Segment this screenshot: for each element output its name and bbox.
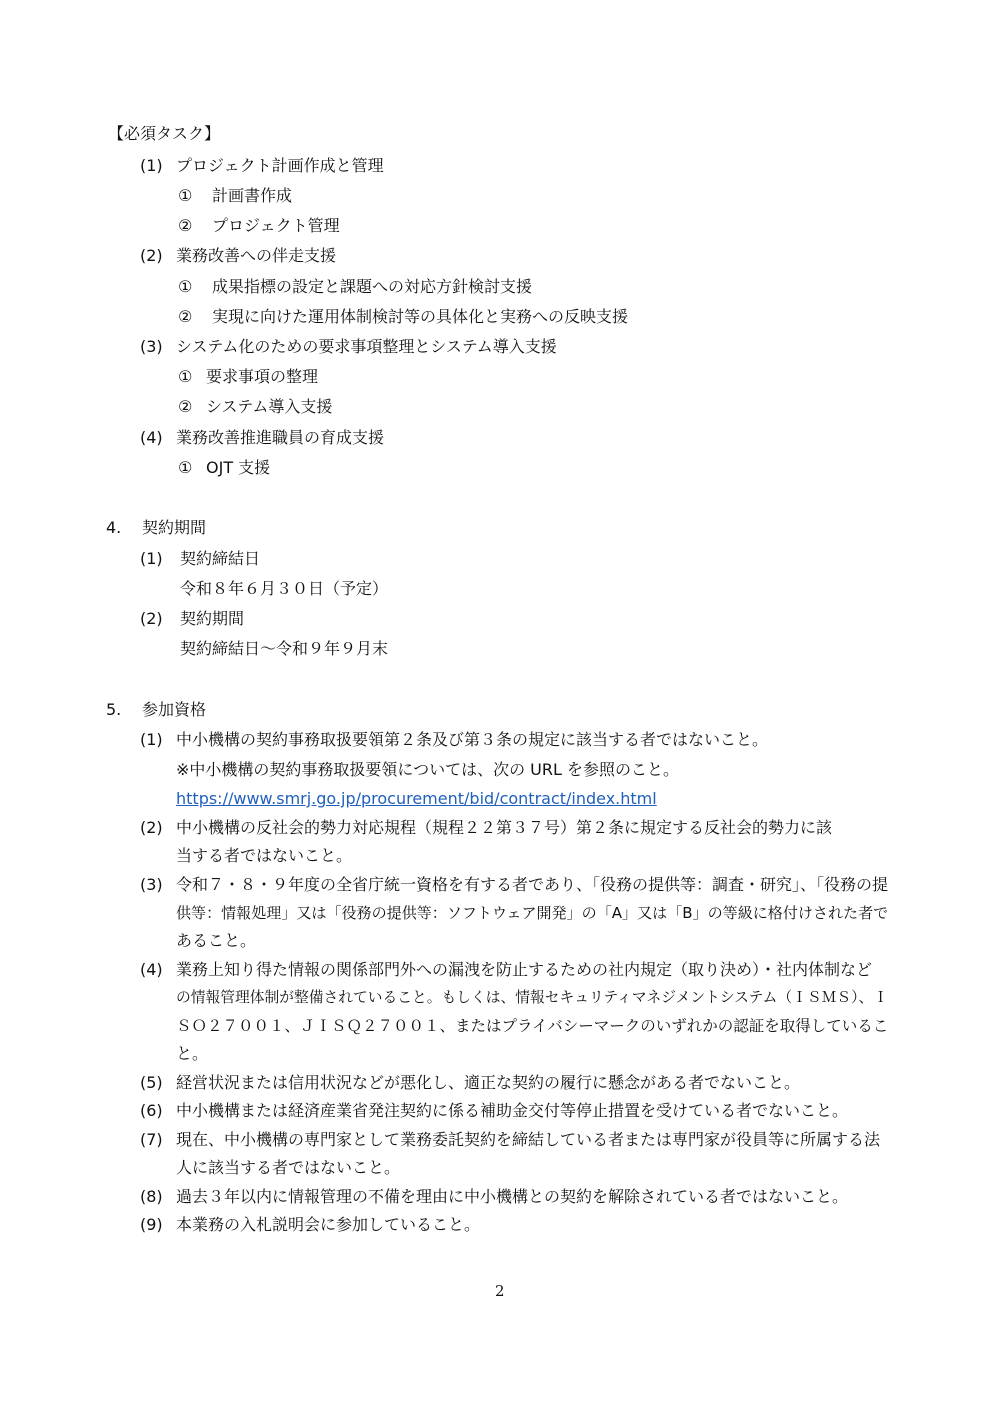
task-1-number: (1)	[140, 156, 163, 175]
qual-2-line-1: 中小機構の反社会的勢力対応規程（規程２２第３７号）第２条に規定する反社会的勢力に該	[176, 818, 833, 837]
term-2-number: (2)	[140, 609, 163, 628]
page-number: 2	[495, 1282, 505, 1300]
task-2-2-number: ②	[178, 307, 193, 326]
qual-2-line-2: 当する者ではないこと。	[176, 846, 353, 865]
qual-4-line-2: の情報管理体制が整備されていること。もしくは、情報セキュリティマネジメントシステム（ＩＳＭＳ）、Ｉ	[176, 989, 888, 1006]
task-1-2-text: プロジェクト管理	[212, 216, 340, 235]
qual-6-line-1: 中小機構または経済産業省発注契約に係る補助金交付等停止措置を受けている者でないこと。	[176, 1101, 849, 1120]
term-2-detail: 契約締結日～令和９年９月末	[180, 639, 389, 658]
task-2-2-text: 実現に向けた運用体制検討等の具体化と実務への反映支援	[212, 307, 629, 326]
tasks-heading: 【必須タスク】	[108, 124, 221, 143]
qual-7-number: (7)	[140, 1130, 163, 1149]
qual-4-number: (4)	[140, 960, 163, 979]
task-4-1-text: OJT 支援	[206, 458, 271, 477]
qual-2-number: (2)	[140, 818, 163, 837]
task-4-text: 業務改善推進職員の育成支援	[176, 428, 385, 447]
section-4-title: 契約期間	[142, 518, 207, 537]
qual-9-number: (9)	[140, 1215, 163, 1234]
qual-6-number: (6)	[140, 1101, 163, 1120]
term-1-detail: 令和８年６月３０日（予定）	[180, 579, 389, 598]
qual-9-line-1: 本業務の入札説明会に参加していること。	[176, 1215, 481, 1234]
qual-5-line-1: 経営状況または信用状況などが悪化し、適正な契約の履行に懸念がある者でないこと。	[176, 1073, 801, 1092]
qual-1-number: (1)	[140, 730, 163, 749]
qual-4-line-4: と。	[176, 1044, 209, 1063]
term-1-number: (1)	[140, 549, 163, 568]
task-3-1-text: 要求事項の整理	[206, 367, 319, 386]
qual-3-line-2: 供等：情報処理」又は「役務の提供等：ソフトウェア開発」の「A」又は「B」の等級に格付けされた者で	[176, 904, 889, 922]
qual-3-number: (3)	[140, 875, 163, 894]
task-3-1-number: ①	[178, 367, 193, 386]
task-2-1-text: 成果指標の設定と課題への対応方針検討支援	[212, 277, 533, 296]
task-3-number: (3)	[140, 337, 163, 356]
task-3-text: システム化のための要求事項整理とシステム導入支援	[176, 337, 557, 356]
contract-rules-link[interactable]: https://www.smrj.go.jp/procurement/bid/contract/index.html	[176, 789, 657, 808]
qual-4-line-3: ＳＯ２７００１、ＪＩＳＱ２７００１、またはプライバシーマークのいずれかの認証を取得しているこ	[176, 1017, 889, 1035]
qual-3-line-3: あること。	[176, 931, 257, 950]
task-1-text: プロジェクト計画作成と管理	[176, 156, 384, 175]
term-2-text: 契約期間	[180, 609, 245, 628]
task-2-1-number: ①	[178, 277, 193, 296]
qual-5-number: (5)	[140, 1073, 163, 1092]
qual-7-line-1: 現在、中小機構の専門家として業務委託契約を締結している者または専門家が役員等に所属する法	[176, 1130, 881, 1149]
section-5-number: 5.	[106, 700, 122, 719]
section-5-title: 参加資格	[142, 700, 207, 719]
task-4-number: (4)	[140, 428, 163, 447]
task-3-2-text: システム導入支援	[206, 397, 333, 416]
task-2-number: (2)	[140, 246, 163, 265]
qual-1-line-2: ※中小機構の契約事務取扱要領については、次の URL を参照のこと。	[176, 760, 680, 779]
task-1-2-number: ②	[178, 216, 193, 235]
task-1-1-number: ①	[178, 186, 193, 205]
qual-4-line-1: 業務上知り得た情報の関係部門外への漏洩を防止するための社内規定（取り決め）・社内体制など	[176, 960, 873, 979]
qual-8-line-1: 過去３年以内に情報管理の不備を理由に中小機構との契約を解除されている者ではないこと。	[176, 1187, 849, 1206]
task-1-1-text: 計画書作成	[212, 186, 293, 205]
section-4-number: 4.	[106, 518, 122, 537]
term-1-text: 契約締結日	[180, 549, 261, 568]
qual-1-line-1: 中小機構の契約事務取扱要領第２条及び第３条の規定に該当する者ではないこと。	[176, 730, 769, 749]
qual-7-line-2: 人に該当する者ではないこと。	[176, 1158, 401, 1177]
qual-8-number: (8)	[140, 1187, 163, 1206]
qual-3-line-1: 令和７・８・９年度の全省庁統一資格を有する者であり、「役務の提供等：調査・研究」、「役務の提	[176, 875, 889, 894]
task-3-2-number: ②	[178, 397, 193, 416]
task-4-1-number: ①	[178, 458, 193, 477]
task-2-text: 業務改善への伴走支援	[176, 246, 337, 265]
